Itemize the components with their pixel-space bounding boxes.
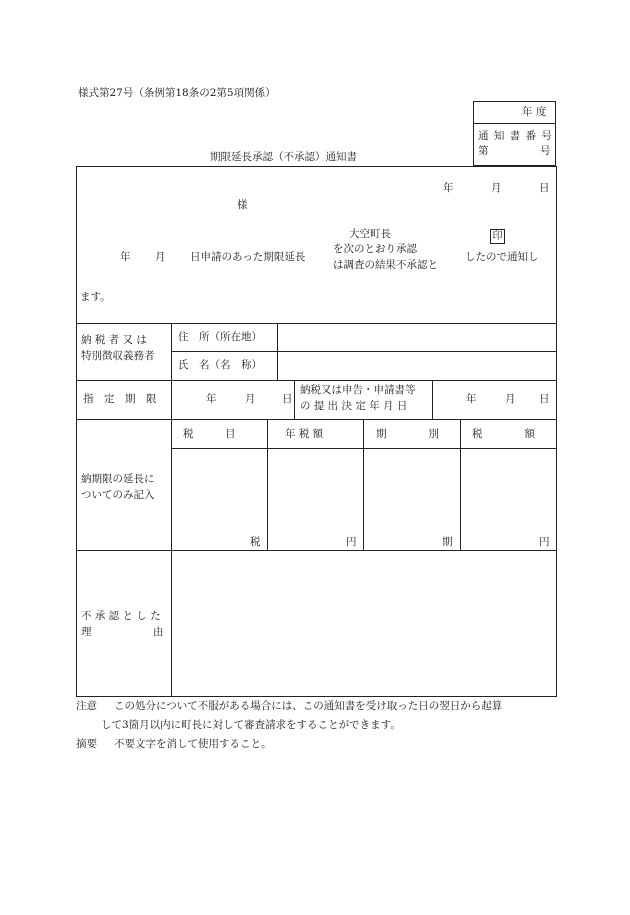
page-title: 期限延長承認（不承認）通知書 — [210, 151, 357, 163]
address-label: 住 所（所在地） — [178, 331, 262, 343]
option-reject: は調査の結果不承認と — [333, 259, 438, 271]
reason-label-1: 不 承 認 と し た — [81, 610, 161, 622]
divider — [277, 323, 278, 380]
filing-date-label-1: 納税又は申告・申請書等 — [300, 384, 416, 396]
divider — [294, 380, 295, 419]
divider — [267, 419, 268, 550]
filing-hi: 日 — [539, 393, 550, 405]
notice-number-label: 通 知 書 番 号 — [478, 130, 553, 142]
note-label: 注意 — [76, 700, 97, 712]
divider — [432, 380, 433, 419]
taxpayer-label-1: 納 税 者 又 は — [81, 334, 147, 346]
column-tax-amount: 税 額 — [472, 428, 535, 440]
issuer-name: 大空町長 — [349, 228, 391, 240]
body-text-notify: したので通知し — [465, 251, 539, 263]
column-tax-item: 税 目 — [183, 428, 236, 440]
filing-tsuki: 月 — [505, 393, 516, 405]
taxpayer-label-2: 特別徴収義務者 — [81, 350, 155, 362]
divider — [76, 323, 557, 324]
divider — [171, 323, 172, 697]
deadline-tsuki: 月 — [245, 393, 256, 405]
body-text-application: 日申請のあった期限延長 — [190, 251, 306, 263]
unit-yen-2: 円 — [539, 536, 550, 548]
divider — [171, 448, 557, 449]
unit-period: 期 — [442, 536, 453, 548]
date-hi: 日 — [539, 182, 550, 194]
unit-tax: 税 — [250, 536, 261, 548]
divider — [76, 380, 557, 381]
summary-text: 不要文字を消して使用すること。 — [114, 738, 272, 750]
option-approve: を次のとおり承認 — [333, 243, 417, 255]
extension-label-2: ついてのみ記入 — [81, 489, 155, 501]
body-nen: 年 — [120, 251, 131, 263]
date-tsuki: 月 — [491, 182, 502, 194]
note-line-2: して3箇月以内に町長に対して審査請求をすることができます。 — [101, 719, 401, 731]
name-label: 氏 名（名 称） — [178, 359, 262, 371]
deadline-label: 指 定 期 限 — [83, 393, 157, 405]
extension-label-1: 納期限の延長に — [81, 473, 155, 485]
divider — [460, 419, 461, 550]
unit-yen: 円 — [346, 536, 357, 548]
form-label: 様式第27号（条例第18条の2第5項関係） — [78, 87, 276, 99]
seal-mark: 印 — [490, 229, 505, 244]
divider — [473, 123, 556, 124]
reason-label-2a: 理 — [81, 626, 92, 638]
body-text-end: ます。 — [80, 291, 111, 303]
deadline-hi: 日 — [282, 393, 293, 405]
summary-label: 摘要 — [76, 738, 97, 750]
note-line-1: この処分について不服がある場合には、この通知書を受け取った日の翌日から起算 — [114, 700, 503, 712]
deadline-nen: 年 — [206, 393, 217, 405]
filing-date-label-2: の 提 出 決 定 年 月 日 — [300, 400, 408, 412]
divider — [76, 550, 557, 551]
date-nen: 年 — [443, 182, 454, 194]
divider — [363, 419, 364, 550]
divider — [76, 419, 557, 420]
notice-number-go: 号 — [540, 145, 551, 157]
column-period: 期 別 — [376, 428, 439, 440]
divider — [171, 351, 557, 352]
body-tsuki: 月 — [155, 251, 166, 263]
column-annual-amount: 年 税 額 — [285, 428, 324, 440]
notice-number-dai: 第 — [478, 145, 489, 157]
fiscal-year-label: 年 度 — [522, 106, 547, 118]
reason-label-2b: 由 — [153, 626, 164, 638]
filing-nen: 年 — [466, 393, 477, 405]
addressee-suffix: 様 — [237, 199, 248, 211]
